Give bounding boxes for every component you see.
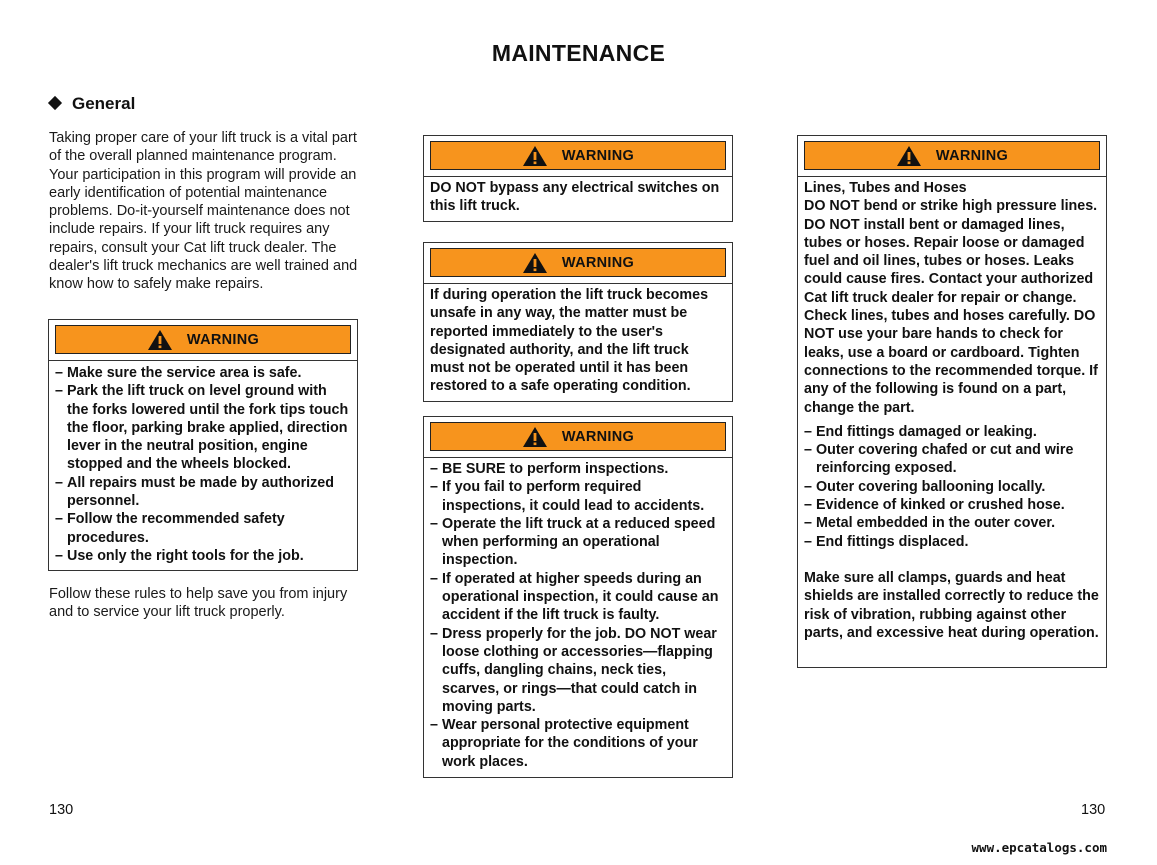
list-item: – Park the lift truck on level ground with the forks lowered until the fork tips touch the floor, parking brake applied, direction lever in the neutral position, engine stopped and the wheels blocked. xyxy=(55,383,349,473)
section-heading-text: General xyxy=(72,94,136,113)
list-item-text: Outer covering chafed or cut and wire reinforcing exposed. xyxy=(816,442,1074,477)
warning-subtitle: Lines, Tubes and Hoses xyxy=(804,180,967,196)
list-item: – All repairs must be made by authorized personnel. xyxy=(55,474,334,510)
warning-content xyxy=(424,458,732,775)
page-number-left: 130 xyxy=(49,802,74,818)
watermark: www.epcatalogs.com xyxy=(971,840,1107,855)
list-item: – End fittings damaged or leaking. xyxy=(804,423,1037,440)
warning-box-hoses xyxy=(797,135,1107,668)
warning-label: WARNING xyxy=(186,331,260,348)
list-item-text: End fittings displaced. xyxy=(816,533,969,550)
page-number-right: 130 xyxy=(1081,802,1106,818)
list-item: – Dress properly for the job. DO NOT wear loose clothing or accessories—flapping cuffs, dangling chains, neck ties, scarves, or rings—that could catch in moving parts. xyxy=(430,625,717,715)
warning-text: If during operation the lift truck becomes unsafe in any way, the matter must be reported immediately to the user's designated authority, and the lift truck must not be operated until it has been restored to a safe operating condition. xyxy=(430,287,709,395)
list-item-text: Evidence of kinked or crushed hose. xyxy=(816,497,1065,514)
list-item: – Outer covering chafed or cut and wire reinforcing exposed. xyxy=(804,442,1074,477)
warning-label: WARNING xyxy=(935,147,1009,164)
warning-text: DO NOT bend or strike high pressure lines. DO NOT install bent or damaged lines, tubes or hoses. Repair loose or damaged fuel and oil lines, tubes or hoses. Leaks could cause fires. Contact your authorized Cat lift truck dealer for repair or change. Check lines, tubes and hoses carefully. DO NOT use your bare hands to check for leaks, use a board or cardboard. Tighten connections to the recommended torque. If any of the following is found on a part, change the part. xyxy=(804,198,1098,416)
intro-paragraph: Taking proper care of your lift truck is a vital part of the overall planned maintenance program. Your participation in this program will provide an early identification of potential maintenance problems. Do-it-yourself maintenance does not include repairs. If your lift truck requires any repairs, consult your Cat lift truck dealer. The dealer's lift truck mechanics are well trained and know how to safely make repairs. xyxy=(49,130,358,293)
list-item: – Make sure the service area is safe. xyxy=(55,365,302,381)
list-item-text: All repairs must be made by authorized personnel. xyxy=(67,474,334,510)
warning-banner xyxy=(430,141,726,170)
warning-closing: Make sure all clamps, guards and heat shields are installed correctly to reduce the risk of vibration, rubbing against other parts, and excessive heat during operation. xyxy=(804,569,1099,641)
list-item-text: Outer covering ballooning locally. xyxy=(816,478,1046,495)
warning-triangle-icon xyxy=(896,145,922,167)
warning-banner xyxy=(804,141,1100,170)
page-title: MAINTENANCE xyxy=(491,40,666,66)
warning-triangle-icon xyxy=(147,329,173,351)
warning-label: WARNING xyxy=(561,428,635,445)
list-item-text: Park the lift truck on level ground with the forks lowered until the fork tips touch the floor, parking brake applied, direction lever in the neutral position, engine stopped and the wheels blocked. xyxy=(67,383,349,473)
warning-box-unsafe xyxy=(423,242,733,402)
warning-label: WARNING xyxy=(561,147,635,164)
list-item: – If you fail to perform required inspections, it could lead to accidents. xyxy=(430,479,705,514)
list-item-text: Follow the recommended safety procedures. xyxy=(67,511,285,546)
list-item: – BE SURE to perform inspections. xyxy=(430,461,669,477)
section-heading xyxy=(50,94,135,114)
warning-label: WARNING xyxy=(561,254,635,271)
list-item: – Metal embedded in the outer cover. xyxy=(804,515,1056,532)
closing-paragraph: Follow these rules to help save you from injury and to service your lift truck properly. xyxy=(49,586,348,621)
list-item-text: End fittings damaged or leaking. xyxy=(816,423,1037,440)
warning-banner xyxy=(55,325,351,354)
warning-box-electrical xyxy=(423,135,733,222)
warning-triangle-icon xyxy=(522,252,548,274)
warning-content xyxy=(798,177,1106,646)
list-item: – End fittings displaced. xyxy=(804,533,969,550)
list-item-text: Operate the lift truck at a reduced speed when performing an operational inspection. xyxy=(442,515,716,569)
list-item: – Outer covering ballooning locally. xyxy=(804,478,1046,495)
list-item-text: Wear personal protective equipment appropriate for the conditions of your work places. xyxy=(442,717,698,770)
list-item: – Evidence of kinked or crushed hose. xyxy=(804,497,1065,514)
warning-box-inspections xyxy=(423,416,733,778)
list-item-text: If operated at higher speeds during an operational inspection, it could cause an accident if the lift truck is faulty. xyxy=(442,570,719,624)
warning-content xyxy=(49,361,357,569)
list-item: – Wear personal protective equipment appropriate for the conditions of your work places. xyxy=(430,717,698,770)
list-item-text: Use only the right tools for the job. xyxy=(67,547,304,564)
list-item-text: Metal embedded in the outer cover. xyxy=(816,515,1056,532)
diamond-icon xyxy=(48,96,62,110)
list-item-text: Dress properly for the job. DO NOT wear loose clothing or accessories—flapping cuffs, dangling chains, neck ties, scarves, or rings—that could catch in moving parts. xyxy=(442,625,717,715)
warning-box-general xyxy=(48,319,358,571)
list-item-text: Make sure the service area is safe. xyxy=(67,365,302,381)
list-item: – Operate the lift truck at a reduced speed when performing an operational inspection. xyxy=(430,515,716,569)
warning-text: DO NOT bypass any electrical switches on this lift truck. xyxy=(430,180,720,215)
list-item: – Follow the recommended safety procedures. xyxy=(55,511,285,546)
warning-triangle-icon xyxy=(522,426,548,448)
warning-triangle-icon xyxy=(522,145,548,167)
warning-banner xyxy=(430,248,726,277)
list-item-text: If you fail to perform required inspections, it could lead to accidents. xyxy=(442,479,705,514)
list-item-text: BE SURE to perform inspections. xyxy=(442,461,669,477)
list-item: – Use only the right tools for the job. xyxy=(55,547,304,564)
list-item: – If operated at higher speeds during an operational inspection, it could cause an accident if the lift truck is faulty. xyxy=(430,570,719,624)
warning-banner xyxy=(430,422,726,451)
